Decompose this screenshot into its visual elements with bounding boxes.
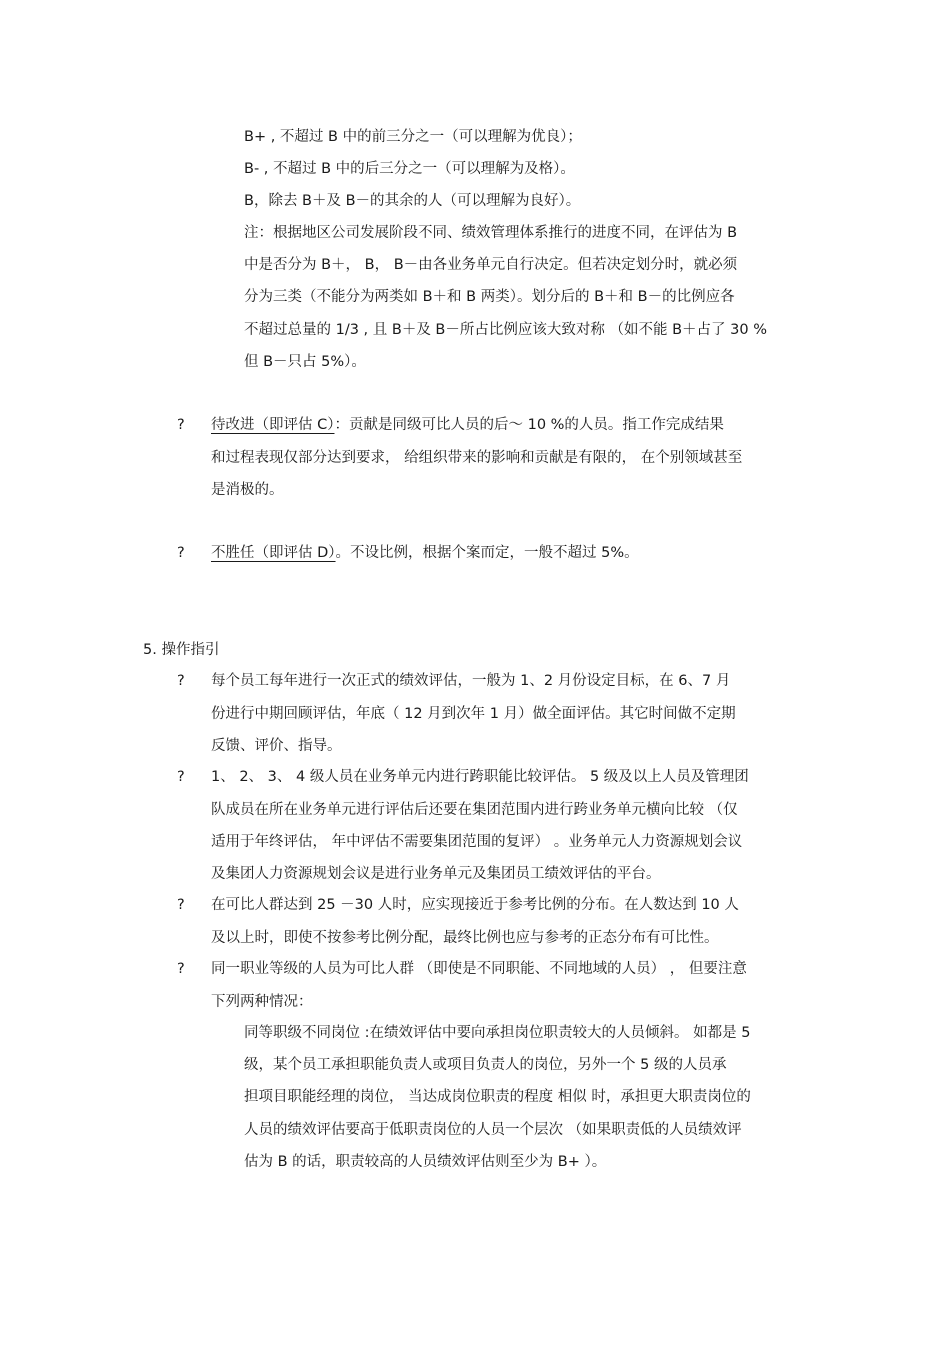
text-line: 不超过总量的 1/3 , 且 B＋及 B－所占比例应该大致对称 （如不能 B＋占了 30 %	[244, 322, 767, 338]
text-line: 人员的绩效评估要高于低职责岗位的人员一个层次 （如果职责低的人员绩效评	[244, 1122, 742, 1138]
text-line: 估为 B 的话，职责较高的人员绩效评估则至少为 B+ ）。	[244, 1154, 607, 1170]
text-line: 反馈、评价、指导。	[211, 738, 342, 754]
text-line: 适用于年终评估， 年中评估不需要集团范围的复评） 。业务单元人力资源规划会议	[211, 834, 743, 850]
bullet-marker: ?	[177, 897, 185, 913]
bullet-marker: ?	[177, 769, 185, 785]
text-line: 和过程表现仅部分达到要求， 给组织带来的影响和贡献是有限的， 在个别领域甚至	[211, 450, 743, 466]
bullet-marker: ?	[177, 545, 185, 561]
text-line: 但 B－只占 5%）。	[244, 354, 366, 370]
text-line: 1、 2、 3、 4 级人员在业务单元内进行跨职能比较评估。 5 级及以上人员及管理团	[211, 769, 749, 785]
section-heading: 5. 操作指引	[143, 642, 220, 658]
text-line: 每个员工每年进行一次正式的绩效评估，一般为 1、2 月份设定目标，在 6、7 月	[211, 673, 731, 689]
bullet-marker: ?	[177, 961, 185, 977]
item-text: 。不设比例，根据个案而定，一般不超过 5%。	[335, 545, 639, 561]
text-line: 及以上时，即使不按参考比例分配，最终比例也应与参考的正态分布有可比性。	[211, 930, 719, 946]
bullet-marker: ?	[177, 417, 185, 433]
text-line: B，除去 B＋及 B－的其余的人（可以理解为良好）。	[244, 193, 581, 209]
text-line: 中是否分为 B＋， B， B－由各业务单元自行决定。但若决定划分时，就必须	[244, 257, 738, 273]
text-line: 同等职级不同岗位 :在绩效评估中要向承担岗位职责较大的人员倾斜。 如都是 5	[244, 1025, 751, 1041]
text-line: 同一职业等级的人员为可比人群 （即使是不同职能、不同地域的人员） ， 但要注意	[211, 961, 747, 977]
text-line: 下列两种情况：	[211, 994, 313, 1010]
text-line: 在可比人群达到 25 －30 人时，应实现接近于参考比例的分布。在人数达到 10 人	[211, 897, 739, 913]
item-label: 不胜任（即评估 D）	[211, 545, 336, 561]
item-label: 待改进（即评估 C）	[211, 417, 335, 433]
text-line: 级，某个员工承担职能负责人或项目负责人的岗位，另外一个 5 级的人员承	[244, 1057, 727, 1073]
text-line: 份进行中期回顾评估，年底（ 12 月到次年 1 月）做全面评估。其它时间做不定期	[211, 706, 736, 722]
text-line: 担项目职能经理的岗位， 当达成岗位职责的程度 相似 时，承担更大职责岗位的	[244, 1089, 751, 1105]
text-line: 注：根据地区公司发展阶段不同、绩效管理体系推行的进度不同，在评估为 B	[244, 225, 738, 241]
list-item	[211, 415, 724, 435]
list-item	[211, 543, 639, 563]
text-line: 分为三类（不能分为两类如 B＋和 B 两类）。划分后的 B＋和 B－的比例应各	[244, 289, 735, 305]
bullet-marker: ?	[177, 673, 185, 689]
text-line: 及集团人力资源规划会议是进行业务单元及集团员工绩效评估的平台。	[211, 866, 661, 882]
text-line: 队成员在所在业务单元进行评估后还要在集团范围内进行跨业务单元横向比较 （仅	[211, 802, 738, 818]
item-text: ：贡献是同级可比人员的后～ 10 %的人员。指工作完成结果	[334, 417, 724, 433]
text-line: B+ , 不超过 B 中的前三分之一（可以理解为优良）；	[244, 129, 582, 145]
text-line: B- , 不超过 B 中的后三分之一（可以理解为及格）。	[244, 161, 575, 177]
text-line: 是消极的。	[211, 482, 284, 498]
